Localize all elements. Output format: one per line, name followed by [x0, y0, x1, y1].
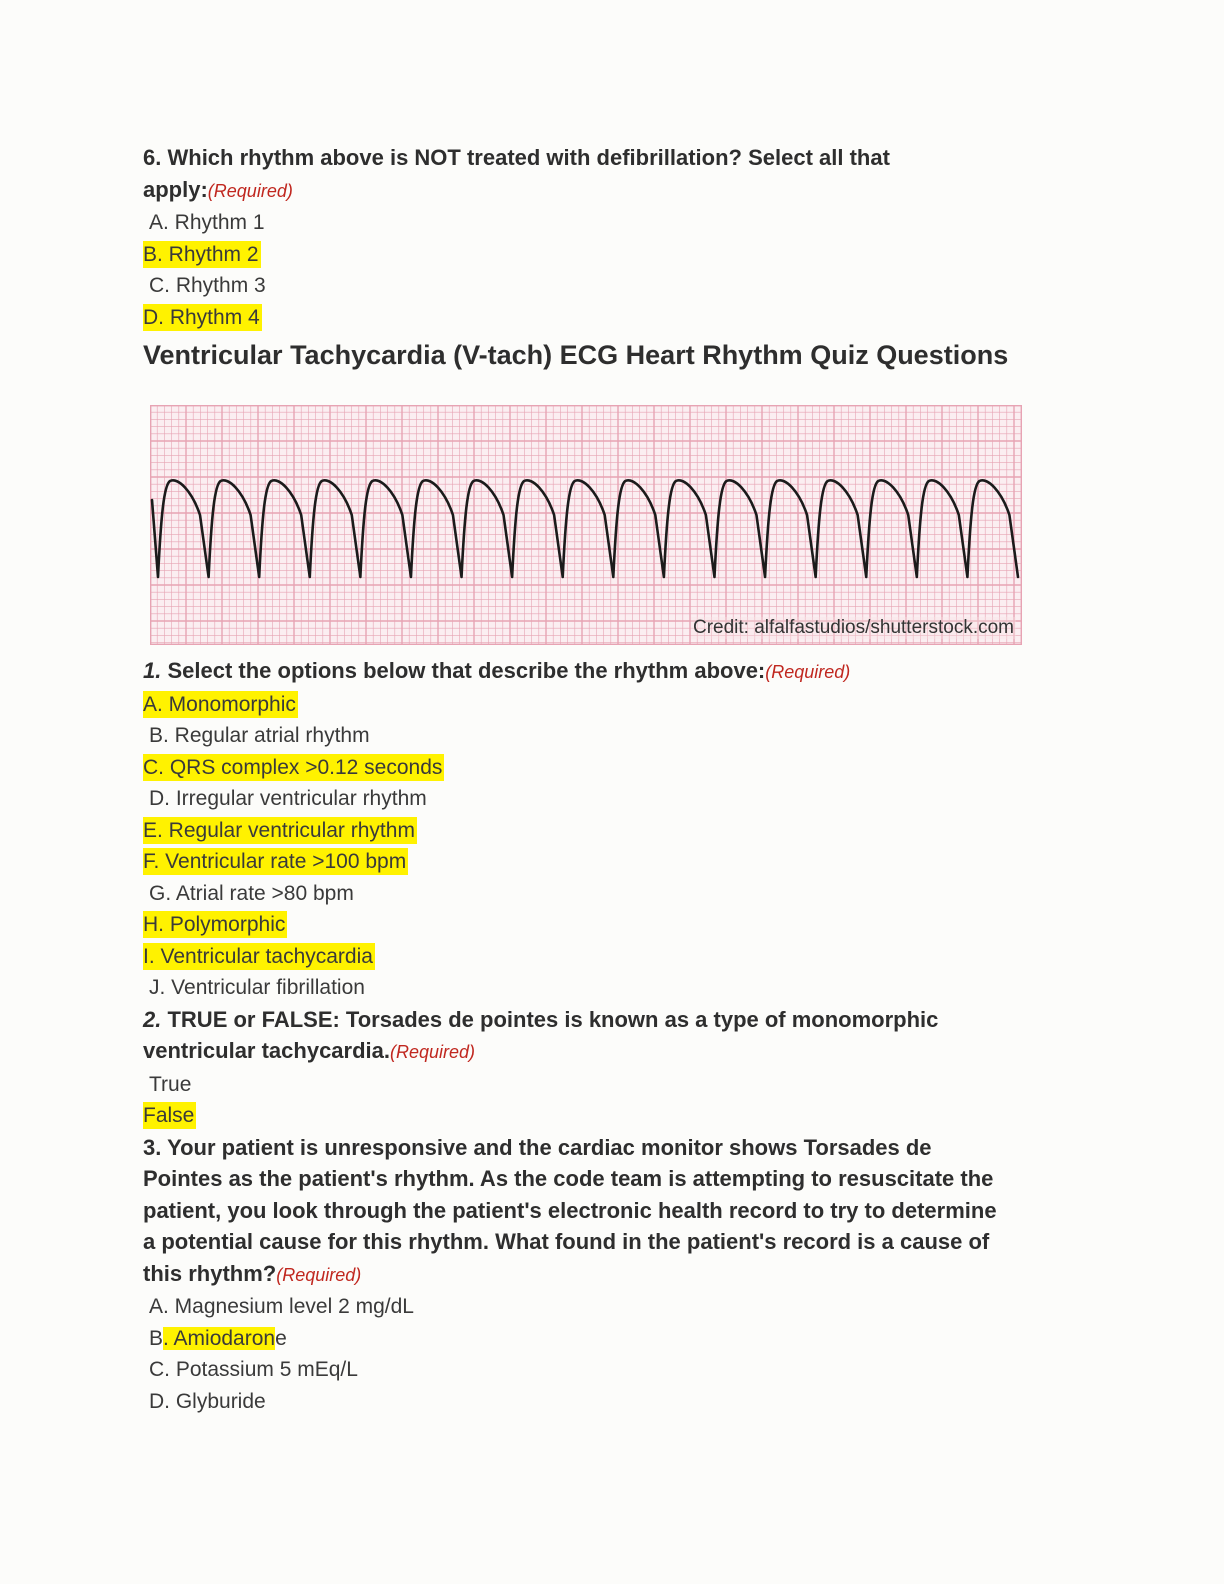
ecg-strip-svg	[150, 405, 1022, 645]
option-3c[interactable]	[143, 1354, 1083, 1386]
section-heading: Ventricular Tachycardia (V-tach) ECG Heart Rhythm Quiz Questions	[143, 340, 1009, 370]
option-1a-label: A. Monomorphic	[143, 692, 296, 716]
option-1h-label: H. Polymorphic	[143, 913, 286, 936]
option-3b-prefix: B	[149, 1326, 164, 1350]
option-1b[interactable]	[143, 720, 1083, 752]
option-true[interactable]	[143, 1069, 1083, 1101]
question-1-number: 1.	[143, 658, 162, 683]
option-false[interactable]	[143, 1100, 1083, 1132]
option-6b[interactable]	[143, 239, 1083, 271]
option-3d-label: D. Glyburide	[149, 1389, 266, 1413]
option-3a-label: A. Magnesium level 2 mg/dL	[149, 1295, 414, 1318]
required-label: (Required)	[276, 1264, 362, 1285]
question-6-text-line2: apply:	[143, 176, 208, 202]
option-1e[interactable]	[143, 815, 1083, 847]
question-3-options	[143, 1291, 1083, 1417]
question-2-text-line1: TRUE or FALSE: Torsades de pointes is known as a type of monomorphic	[167, 1006, 939, 1032]
option-6b-label: B. Rhythm 2	[143, 242, 259, 266]
question-2-options	[143, 1069, 1083, 1132]
image-credit: Credit: alfalfastudios/shutterstock.com	[692, 617, 1014, 638]
option-3b[interactable]	[143, 1323, 1083, 1355]
option-1d-label: D. Irregular ventricular rhythm	[149, 787, 427, 810]
option-1i[interactable]	[143, 941, 1083, 973]
question-6-options	[143, 207, 1083, 333]
option-1j[interactable]	[143, 972, 1083, 1004]
required-label: (Required)	[390, 1042, 476, 1062]
option-1h[interactable]	[143, 909, 1083, 941]
option-6d[interactable]	[143, 302, 1083, 334]
option-1d[interactable]	[143, 783, 1083, 815]
question-6-number: 6.	[143, 145, 162, 170]
option-6c-label: C. Rhythm 3	[149, 274, 266, 297]
question-3	[143, 1132, 1083, 1292]
option-3c-label: C. Potassium 5 mEq/L	[149, 1358, 358, 1381]
question-3-line3: patient, you look through the patient's electronic health record to try to determine	[143, 1197, 997, 1223]
ecg-strip-image	[150, 405, 1022, 645]
required-label: (Required)	[207, 180, 293, 201]
option-1a[interactable]	[143, 689, 1083, 721]
option-1g-label: G. Atrial rate >80 bpm	[149, 881, 354, 905]
option-true-label: True	[149, 1072, 192, 1096]
question-3-line2: Pointes as the patient's rhythm. As the code team is attempting to resuscitate the	[143, 1166, 994, 1191]
question-3-line5: this rhythm?	[143, 1260, 277, 1286]
question-1-options	[143, 689, 1083, 1004]
page-content	[143, 142, 1083, 1417]
question-1-text: Select the options below that describe the rhythm above:	[167, 658, 766, 683]
option-3d[interactable]	[143, 1386, 1083, 1418]
option-6d-label: D. Rhythm 4	[143, 305, 260, 329]
required-label: (Required)	[765, 662, 851, 682]
option-3b-highlight: . Amiodaron	[163, 1326, 276, 1350]
option-6c[interactable]	[143, 270, 1083, 302]
option-1j-label: J. Ventricular fibrillation	[149, 976, 365, 999]
question-3-line1: Your patient is unresponsive and the cardiac monitor shows Torsades de	[167, 1134, 932, 1160]
option-false-label: False	[143, 1104, 195, 1127]
option-1b-label: B. Regular atrial rhythm	[149, 724, 370, 747]
option-1f[interactable]	[143, 846, 1083, 878]
question-3-line4: a potential cause for this rhythm. What found in the patient's record is a cause of	[143, 1229, 990, 1254]
option-3a[interactable]	[143, 1291, 1083, 1323]
option-1c[interactable]	[143, 752, 1083, 784]
option-1e-label: E. Regular ventricular rhythm	[143, 818, 415, 842]
question-2	[143, 1004, 1083, 1069]
question-6	[143, 142, 1083, 207]
option-6a-label: A. Rhythm 1	[149, 211, 265, 234]
option-1g[interactable]	[143, 878, 1083, 910]
option-1i-label: I. Ventricular tachycardia	[143, 944, 373, 968]
question-3-number: 3.	[143, 1134, 162, 1160]
option-3b-suffix: e	[275, 1326, 287, 1350]
question-2-text-line2: ventricular tachycardia.	[143, 1038, 391, 1063]
option-6a[interactable]	[143, 207, 1083, 239]
question-1	[143, 655, 1083, 689]
question-2-number: 2.	[143, 1006, 162, 1032]
option-1c-label: C. QRS complex >0.12 seconds	[143, 755, 443, 779]
question-6-text-line1: Which rhythm above is NOT treated with defibrillation? Select all that	[167, 145, 890, 170]
option-1f-label: F. Ventricular rate >100 bpm	[143, 850, 407, 873]
